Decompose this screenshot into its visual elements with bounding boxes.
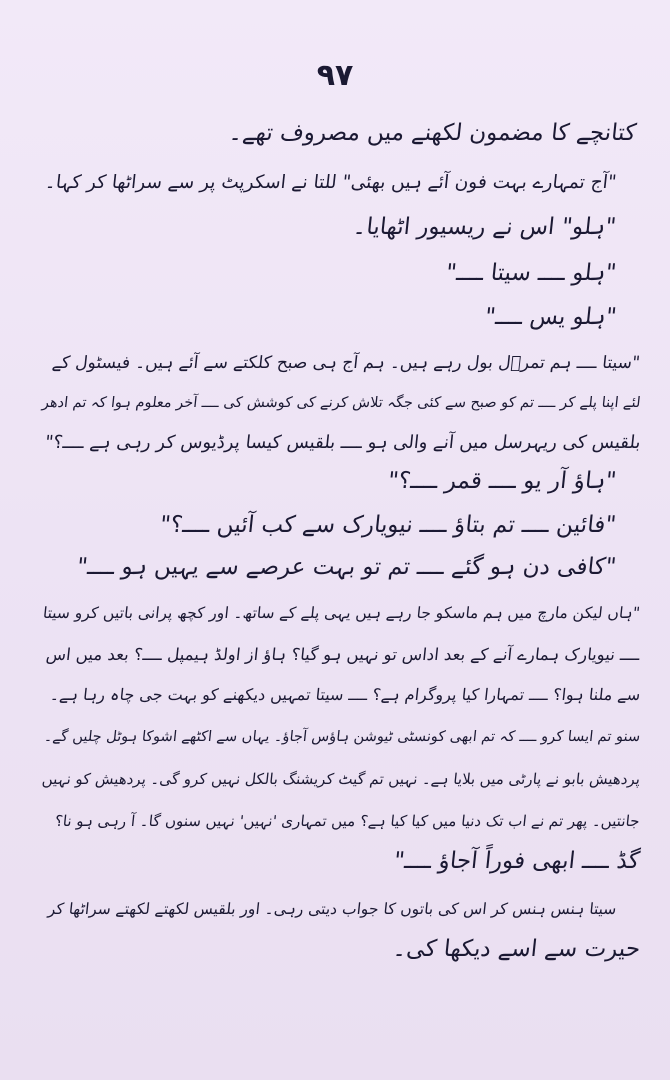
text-line: "ہاں لیکن مارچ میں ہم ماسکو جا رہے ہیں یہی پلے کے ساتھ۔ اور کچھ پرانی باتیں کرو سیتا xyxy=(42,604,641,622)
text-line: سنو تم ایسا کرو ــــ کہ تم ابھی کونسٹی ٹیوشن ہاؤس آجاؤ۔ یہاں سے اکٹھے اشوکا ہوٹل چلیں گے۔ xyxy=(43,729,641,745)
text-line: ــــ نیویارک ہمارے آنے کے بعد اداس تو نہیں ہو گیا؟ ہاؤ از اولڈ ہیمپل ــــ؟ بعد میں اس xyxy=(45,645,642,664)
text-line: سیتا ہنس ہنس کر اس کی باتوں کا جواب دیتی رہی۔ اور بلقیس لکھتے لکھتے سراٹھا کر xyxy=(46,900,617,918)
text-line: بلقیس کی ریہرسل میں آنے والی ہو ــــ بلقیس کیسا پرڈیوس کر رہی ہے ــــ؟" xyxy=(43,432,642,453)
text-line: "ہاؤ آر یو ــــ قمر ــــ؟" xyxy=(386,468,618,494)
text-line: گڈ ــــ ابھی فوراً آجاؤ ــــ" xyxy=(392,848,642,874)
text-line: "ہلو ــــ سیتا ــــ" xyxy=(444,260,618,286)
text-line: لئے اپنا پلے کر ــــ تم کو صبح سے کئی جگہ تلاش کرنے کی کوشش کی ــــ آخر معلوم ہوا کہ تم ادھر xyxy=(40,395,641,411)
text-line: کتانچے کا مضمون لکھنے میں مصروف تھے۔ xyxy=(227,120,638,146)
text-line: سے ملنا ہوا؟ ــــ تمہارا کیا پروگرام ہے؟ ــــ سیتا تمہیں دیکھنے کو بہت جی چاہ رہا ہے۔ xyxy=(48,685,642,704)
text-line: جانتیں۔ پھر تم نے اب تک دنیا میں کیا کیا ہے؟ میں تمہاری 'نہیں' نہیں سنوں گا۔ آ رہی ہو نا؟ xyxy=(54,812,641,830)
text-line: پردھیش بابو نے پارٹی میں بلایا ہے۔ نہیں تم گیٹ کریشنگ بالکل نہیں کرو گی۔ پردھیش کو نہیں xyxy=(40,770,641,788)
text-line: "کافی دن ہو گئے ــــ تم تو بہت عرصے سے یہیں ہو ــــ" xyxy=(75,554,618,580)
text-line: "ہلو" اس نے ریسیور اٹھایا۔ xyxy=(351,214,618,240)
text-line: "ہلو یس ــــ" xyxy=(483,304,618,330)
text-line: "آج تمہارے بہت فون آئے ہیں بھئی" للتا نے اسکرپٹ پر سے سراٹھا کر کہا۔ xyxy=(43,172,618,193)
text-line: "سیتا ــــ ہم تمرؔل بول رہے ہیں۔ ہم آج ہی صبح کلکتے سے آئے ہیں۔ فیسٹول کے xyxy=(51,353,642,373)
text-line: "فائین ــــ تم بتاؤ ــــ نیویارک سے کب آئیں ــــ؟" xyxy=(158,512,618,538)
text-line: حیرت سے اسے دیکھا کی۔ xyxy=(391,936,642,962)
page-number: ۹۷ xyxy=(316,58,354,93)
